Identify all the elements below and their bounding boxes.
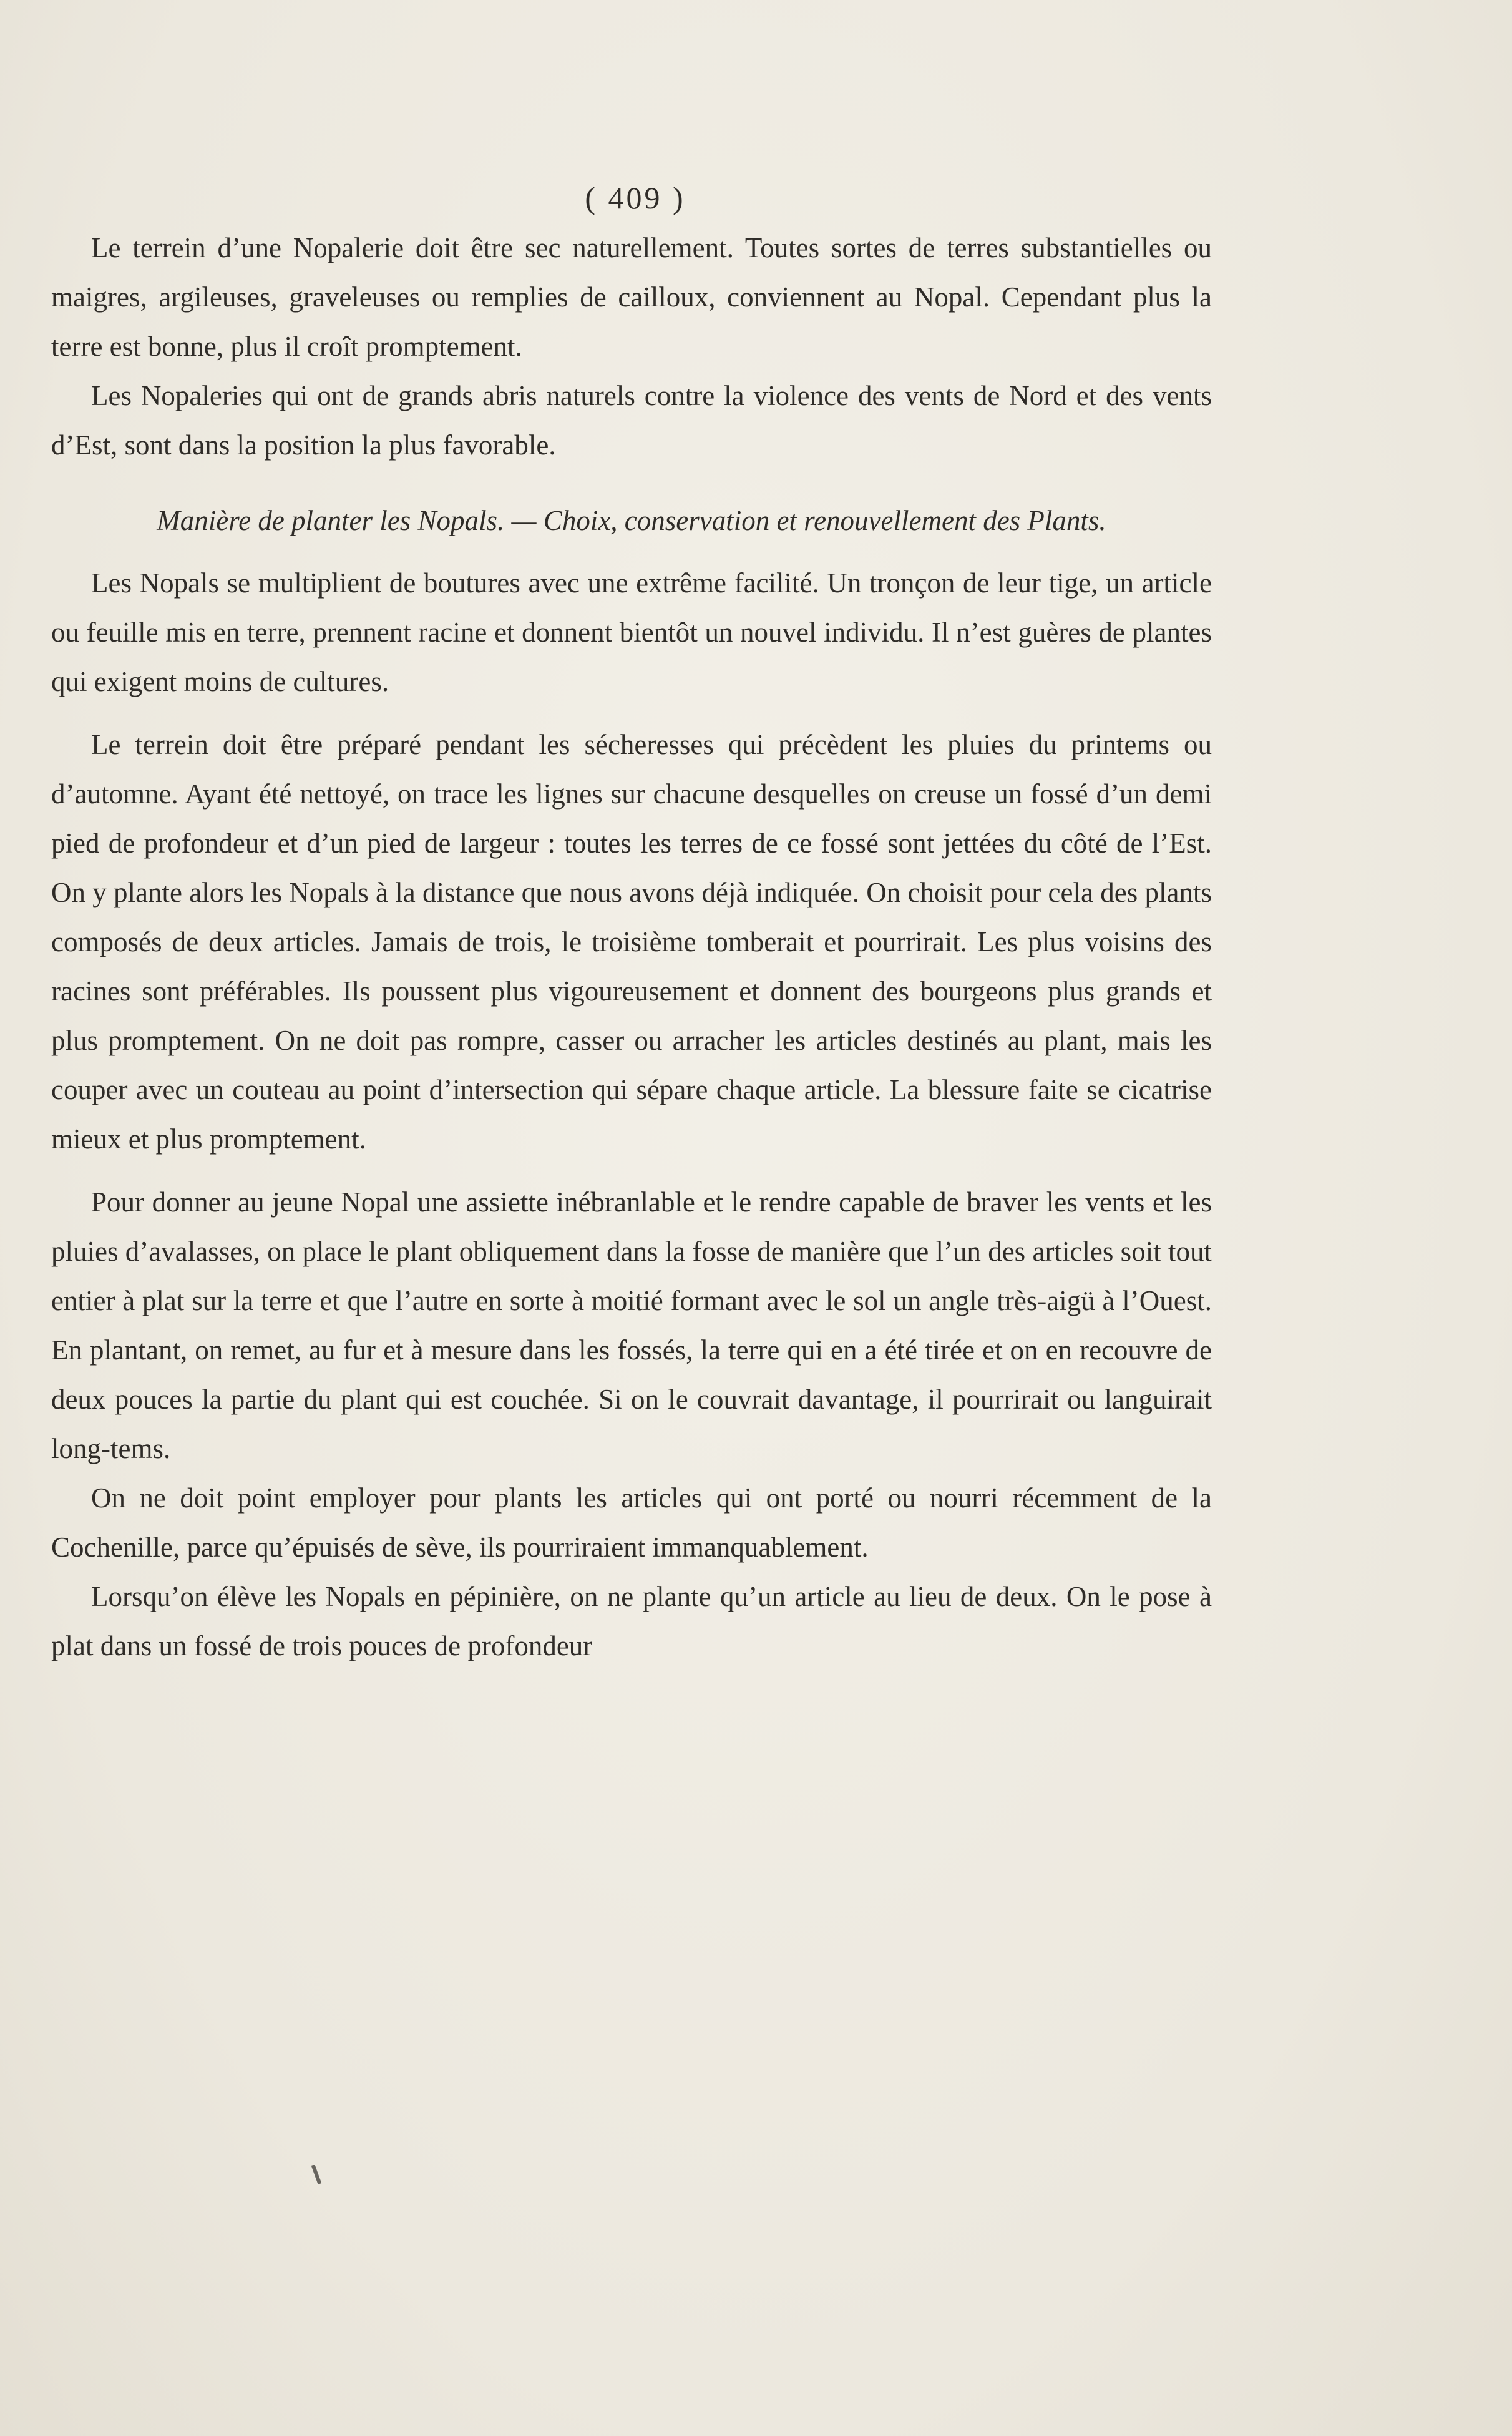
paragraph-pepiniere: Lorsqu’on élève les Nopals en pépinière, on ne plante qu’un article au lieu de deux. On le pose à plat dans un fossé de trois pouces de profondeur — [51, 1581, 1212, 1661]
paragraph-preparation-terrein: Le terrein doit être préparé pendant les sécheresses qui précèdent les pluies du printems ou d’automne. Ayant été nettoyé, on trace les lignes sur chacune desquelles on creuse un fossé d’un demi pied de profondeur et d’un pied de largeur : toutes les terres de ce fossé sont jettées du côté de l’Est. On y plante alors les Nopals à la distance que nous avons déjà indiquée. On choisit pour cela des plants composés de deux articles. Jamais de trois, le troisième tomberait et pourrirait. Les plus voisins des racines sont préférables. Ils poussent plus vigoureusement et donnent des bourgeons plus grands et plus promptement. On ne doit pas rompre, casser ou arracher les articles destinés au plant, mais les couper avec un couteau au point d’intersection qui sépare chaque article. La blessure faite se cicatrise mieux et plus promptement. — [51, 729, 1212, 1155]
paragraph-articles-cochenille: On ne doit point employer pour plants les articles qui ont porté ou nourri récemment de la Cochenille, parce qu’épuisés de sève, ils pourriraient immanquablement. — [51, 1482, 1212, 1563]
paragraph-abris-naturels: Les Nopaleries qui ont de grands abris naturels contre la violence des vents de Nord et des vents d’Est, sont dans la position la plus favorable. — [51, 380, 1212, 461]
ink-mark — [311, 2165, 322, 2184]
paragraph-terrain-nopalerie: Le terrein d’une Nopalerie doit être sec naturellement. Toutes sortes de terres substantielles ou maigres, argileuses, graveleuses ou remplies de cailloux, conviennent au Nopal. Cependant plus la terre est bonne, plus il croît promptement. — [51, 232, 1212, 362]
section-heading: Manière de planter les Nopals. — Choix, conservation et renouvellement des Plants. — [157, 505, 1106, 536]
paragraph-boutures: Les Nopals se multiplient de boutures avec une extrême facilité. Un tronçon de leur tige, un article ou feuille mis en terre, prennent racine et donnent bientôt un nouvel individu. Il n’est guères de plantes qui exigent moins de cultures. — [51, 567, 1212, 697]
page-text — [51, 176, 1212, 1671]
paragraph-assiette-nopal: Pour donner au jeune Nopal une assiette inébranlable et le rendre capable de braver les vents et les pluies d’avalasses, on place le plant obliquement dans la fosse de manière que l’un des articles soit tout entier à plat sur la terre et que l’autre en sorte à moitié formant avec le sol un angle très-aigü à l’Ouest. En plantant, on remet, au fur et à mesure dans les fossés, la terre qui en a été tirée et on en recouvre de deux pouces la partie du plant qui est couchée. Si on le couvrait davantage, il pourrirait ou languirait long-tems. — [51, 1186, 1212, 1464]
page-number: ( 409 ) — [585, 180, 686, 215]
